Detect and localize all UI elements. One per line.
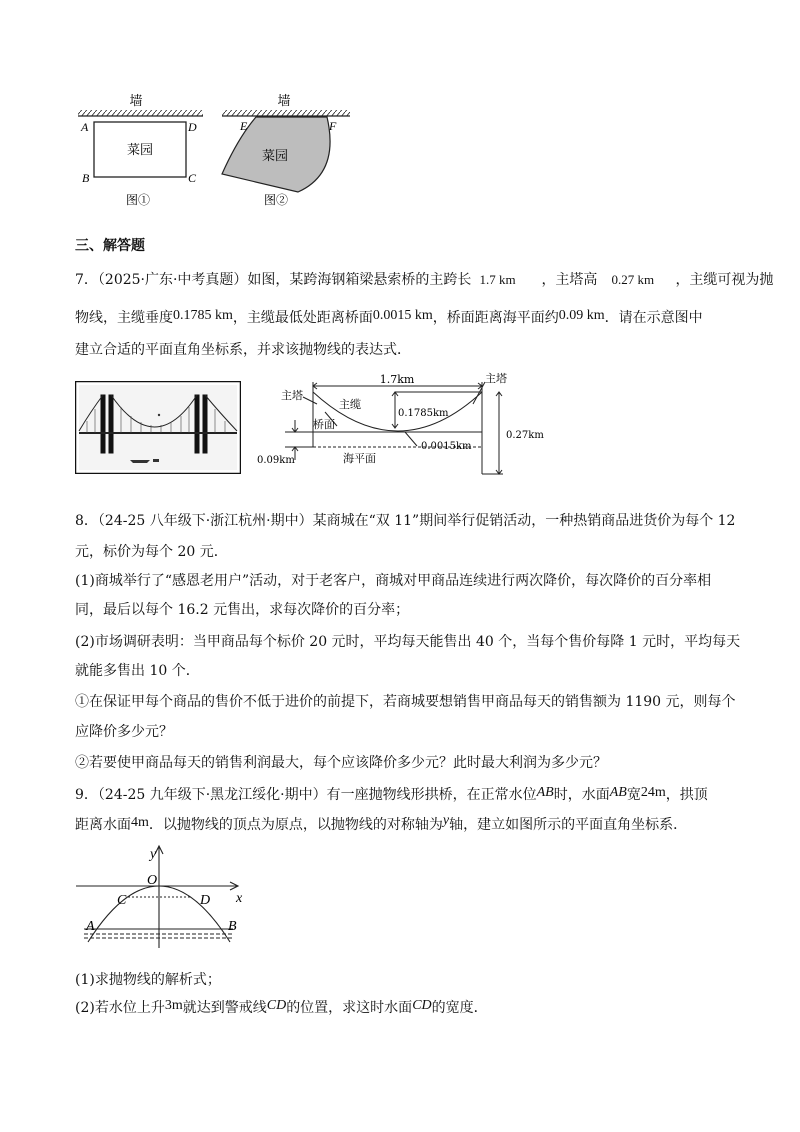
q9-rise-value: 3m — [164, 998, 183, 1013]
label-d: D — [188, 120, 197, 134]
q8-line-5: (2)市场调研表明：当甲商品每个标价 20 元时，平均每天能售出 40 个，当每个售价每降 1 元时，平均每天 — [75, 634, 741, 650]
q8-line-4: 同，最后以每个 16.2 元售出，求每次降价的百分率； — [75, 602, 410, 618]
q7-line-1: 7．（2025·广东·中考真题）如图，某跨海钢箱梁悬索桥的主跨长 1.7 km ，主塔高 0.27 km ，主缆可视为抛 — [75, 272, 774, 288]
point-a-label: A — [86, 919, 95, 934]
q7-deck-value: 0.09 km — [558, 308, 605, 323]
label-tower-left: 主塔 — [281, 389, 303, 402]
var-ab-1: AB — [536, 785, 554, 800]
axis-x-label: x — [236, 891, 243, 906]
label-deck: 桥面 — [313, 418, 335, 431]
wall-hatch-2 — [222, 110, 350, 116]
q8-line-8: 应降价多少元？ — [75, 724, 173, 740]
q7-line-2: 物线，主缆垂度0.1785 km，主缆最低处距离桥面0.0015 km，桥面距离海平面约0.09 km．请在示意图中 — [75, 308, 703, 326]
origin-label: O — [147, 873, 158, 888]
caption-1: 图① — [125, 193, 151, 207]
q8-line-7: ①在保证甲每个商品的售价不低于进价的前提下，若商城要想销售甲商品每天的销售额为 1190 元，则每个 — [75, 694, 736, 710]
label-f: F — [329, 119, 337, 133]
dim-span: 1.7km — [379, 373, 415, 386]
q7-sag-value: 0.1785 km — [173, 308, 233, 323]
wall-label-1: 墙 — [129, 94, 143, 109]
q7-text-c: ，主缆可视为抛 — [675, 272, 774, 288]
garden-label-2: 菜园 — [261, 149, 289, 164]
dim-low: 0.0015km — [421, 441, 472, 452]
caption-2: 图② — [263, 193, 289, 207]
var-y: y — [442, 813, 450, 828]
dim-deck-height: 0.09km — [257, 455, 295, 466]
bridge-diagram — [255, 370, 555, 492]
bridge-photo — [75, 381, 241, 474]
wall-label-2: 墙 — [277, 94, 291, 109]
label-e: E — [240, 119, 248, 133]
label-c: C — [188, 171, 197, 185]
arch-diagram — [70, 842, 250, 954]
q8-line-6: 就能多售出 10 个． — [75, 663, 200, 679]
label-cable: 主缆 — [339, 398, 361, 411]
q9-line-1: 9．（24-25 九年级下·黑龙江绥化·期中）有一座抛物线形拱桥，在正常水位AB时，水面AB宽24m，拱顶 — [75, 785, 708, 803]
label-sea: 海平面 — [343, 452, 376, 465]
q7-text-a: 7．（2025·广东·中考真题）如图，某跨海钢箱梁悬索桥的主跨长 — [75, 272, 472, 288]
axis-y-label: y — [150, 847, 157, 862]
point-d-label: D — [200, 893, 211, 908]
q8-line-2: 元，标价为每个 20 元． — [75, 544, 228, 560]
label-b: B — [82, 171, 90, 185]
var-cd-1: CD — [266, 998, 287, 1013]
var-ab-2: AB — [609, 785, 627, 800]
point-b-label: B — [228, 919, 237, 934]
q9-part-1: (1)求抛物线的解析式； — [75, 972, 221, 988]
var-cd-2: CD — [412, 998, 432, 1013]
q9-width-value: 24m — [640, 785, 666, 800]
wall-hatch-1 — [78, 110, 203, 116]
q8-line-1: 8．（24-25 八年级下·浙江杭州·期中）某商城在“双 11”期间举行促销活动，一种热销商品进货价为每个 12 — [75, 513, 736, 529]
q8-line-9: ②若要使甲商品每天的销售利润最大，每个应该降价多少元？此时最大利润为多少元？ — [75, 755, 607, 771]
q9-line-2: 距离水面4m．以抛物线的顶点为原点，以抛物线的对称轴为y轴，建立如图所示的平面直角坐标系． — [75, 813, 688, 833]
dim-height: 0.27km — [506, 430, 544, 441]
q8-line-3: (1)商城举行了“感恩老用户”活动，对于老客户，商城对甲商品连续进行两次降价，每次降价的百分率相 — [75, 573, 712, 589]
dim-sag: 0.1785km — [398, 408, 449, 419]
point-c-label: C — [117, 893, 127, 908]
q7-line-3: 建立合适的平面直角坐标系，并求该抛物线的表达式． — [75, 342, 411, 358]
label-a: A — [81, 120, 89, 134]
q7-low-value: 0.0015 km — [372, 308, 433, 323]
q7-text-b: ，主塔高 — [541, 272, 598, 288]
label-tower-right: 主塔 — [485, 372, 507, 385]
section-title: 三、解答题 — [75, 238, 145, 254]
garden-figures — [70, 88, 370, 213]
q9-height-value: 4m — [131, 815, 149, 830]
q9-part-2: (2)若水位上升3m就达到警戒线CD的位置，求这时水面CD的宽度． — [75, 998, 488, 1016]
garden-label-1: 菜园 — [126, 143, 154, 158]
